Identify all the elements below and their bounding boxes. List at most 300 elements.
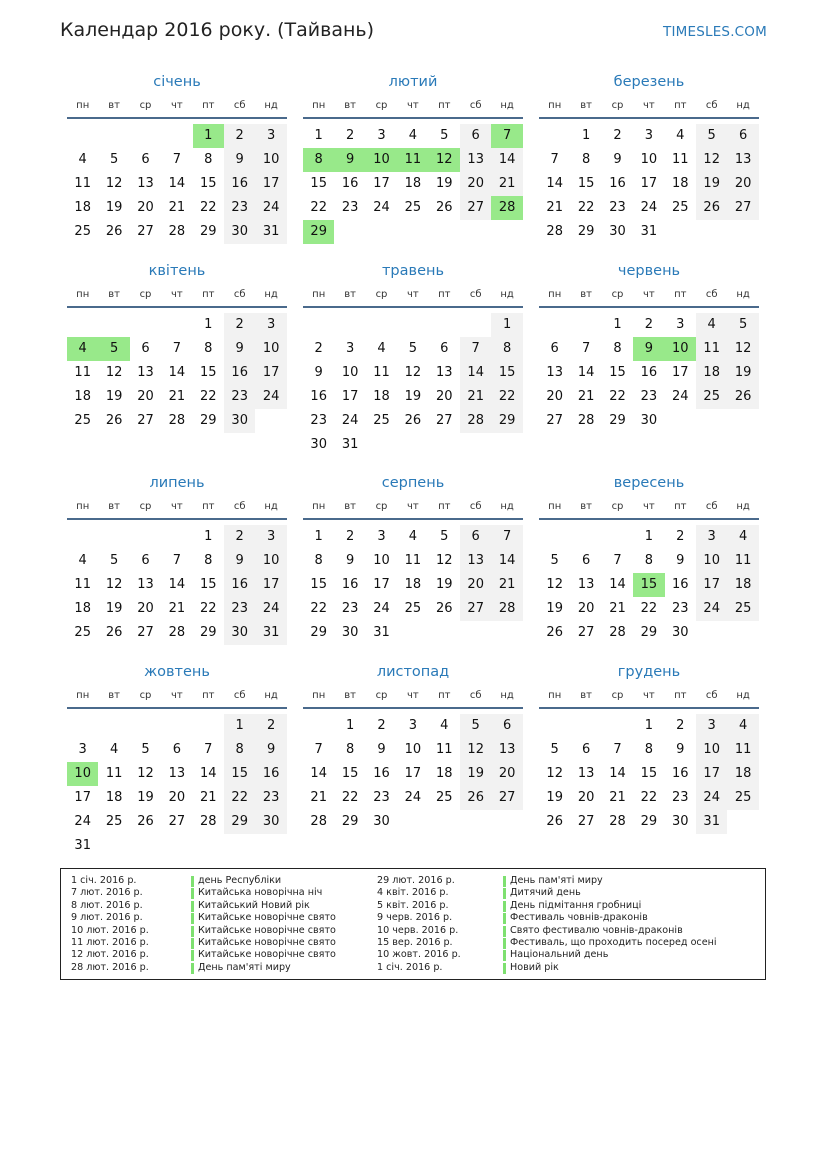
day-cell: 16 <box>640 365 658 380</box>
day-cell: 31 <box>255 621 286 645</box>
day-cell: 23 <box>672 601 689 616</box>
holiday-name: Свято фестивалю човнів-драконів <box>503 925 683 937</box>
weekday-label: чт <box>643 289 655 300</box>
holiday-date: 1 січ. 2016 р. <box>71 875 137 886</box>
weekday-label: пн <box>76 501 90 512</box>
day-cell: 13 <box>491 738 522 762</box>
day-cell: 12 <box>105 577 123 592</box>
day-cell: 6 <box>491 714 522 738</box>
day-cell: 31 <box>255 220 286 244</box>
weekday-label: вт <box>344 690 356 701</box>
day-cell: 1 <box>644 718 654 733</box>
day-cell: 6 <box>141 553 150 568</box>
day-cell: 5 <box>696 124 727 148</box>
day-cell: 25 <box>404 601 422 616</box>
day-cell: 10 <box>404 742 422 757</box>
day-cell: 1 <box>581 128 591 143</box>
day-cell: 19 <box>105 389 123 404</box>
day-cell: 16 <box>373 766 390 781</box>
day-cell: 28 <box>168 413 186 428</box>
day-cell: 7 <box>550 152 559 167</box>
day-cell: 27 <box>546 413 563 428</box>
day-cell: 3 <box>644 128 654 143</box>
day-cell: 27 <box>577 814 595 829</box>
day-cell: 13 <box>436 365 453 380</box>
holiday-day-cell: 10 <box>67 762 98 786</box>
day-cell: 5 <box>109 553 119 568</box>
day-cell: 8 <box>491 337 522 361</box>
weekday-label: нд <box>736 690 750 701</box>
day-cell: 20 <box>137 389 154 404</box>
holiday-date: 10 лют. 2016 р. <box>71 924 149 936</box>
holiday-day-cell: 28 <box>491 196 522 220</box>
day-cell: 28 <box>577 413 595 428</box>
day-cell: 15 <box>491 361 522 385</box>
day-cell: 28 <box>460 409 491 433</box>
day-cell: 5 <box>440 128 449 143</box>
day-cell: 13 <box>137 365 154 380</box>
day-cell: 19 <box>105 601 123 616</box>
weekday-label: нд <box>264 690 278 701</box>
holiday-dates-left <box>71 875 149 974</box>
day-cell: 4 <box>109 742 119 757</box>
day-cell: 7 <box>581 341 591 356</box>
day-cell: 6 <box>141 341 150 356</box>
day-cell: 7 <box>172 341 182 356</box>
day-cell: 13 <box>168 766 186 781</box>
day-cell: 2 <box>676 718 685 733</box>
month-name: липень <box>149 475 205 491</box>
day-cell: 13 <box>137 577 154 592</box>
day-cell: 13 <box>577 766 595 781</box>
day-cell: 2 <box>345 529 355 544</box>
day-cell: 12 <box>137 766 154 781</box>
holiday-date: 1 січ. 2016 р. <box>377 961 443 973</box>
weekday-label: нд <box>736 289 750 300</box>
day-cell: 23 <box>224 196 255 220</box>
weekday-label: нд <box>500 100 514 111</box>
day-cell: 25 <box>74 625 91 640</box>
holiday-date: 4 квіт. 2016 р. <box>377 887 449 899</box>
weekday-label: сб <box>233 289 246 300</box>
weekday-label: вт <box>108 501 120 512</box>
day-cell: 9 <box>255 738 286 762</box>
day-cell: 19 <box>696 172 727 196</box>
day-cell: 30 <box>640 413 658 428</box>
holiday-name: Китайське новорічне свято <box>191 912 336 924</box>
day-cell: 30 <box>672 625 689 640</box>
day-cell: 23 <box>341 601 359 616</box>
holiday-dates-right <box>377 875 461 974</box>
day-cell: 22 <box>577 200 595 215</box>
day-cell: 22 <box>310 601 327 616</box>
holiday-name: Китайське новорічне свято <box>191 925 336 937</box>
day-cell: 28 <box>200 814 217 829</box>
day-cell: 2 <box>676 529 685 544</box>
day-cell: 26 <box>546 625 563 640</box>
day-cell: 31 <box>640 224 658 239</box>
day-cell: 4 <box>727 714 758 738</box>
day-cell: 17 <box>640 176 658 191</box>
day-cell: 10 <box>696 549 727 573</box>
day-cell: 9 <box>224 337 255 361</box>
day-cell: 11 <box>105 766 123 781</box>
day-cell: 16 <box>609 176 626 191</box>
day-cell: 22 <box>491 385 522 409</box>
day-cell: 23 <box>672 790 689 805</box>
day-cell: 21 <box>491 172 522 196</box>
day-cell: 11 <box>696 337 727 361</box>
weekday-label: сб <box>705 690 718 701</box>
day-cell: 28 <box>491 597 522 621</box>
day-cell: 15 <box>310 176 327 191</box>
day-cell: 29 <box>640 814 658 829</box>
day-cell: 14 <box>609 766 626 781</box>
day-cell: 18 <box>404 577 422 592</box>
day-cell: 27 <box>436 413 453 428</box>
day-cell: 26 <box>404 413 422 428</box>
day-cell: 2 <box>613 128 622 143</box>
day-cell: 17 <box>373 577 390 592</box>
weekday-label: нд <box>736 100 750 111</box>
day-cell: 19 <box>105 200 123 215</box>
month-name: березень <box>613 74 685 90</box>
day-cell: 1 <box>644 529 654 544</box>
day-cell: 29 <box>200 413 217 428</box>
day-cell: 11 <box>74 577 91 592</box>
day-cell: 6 <box>460 124 491 148</box>
day-cell: 22 <box>609 389 626 404</box>
weekday-label: сб <box>233 690 246 701</box>
weekday-label: чт <box>171 690 183 701</box>
day-cell: 12 <box>460 738 491 762</box>
day-cell: 20 <box>460 172 491 196</box>
weekday-label: пт <box>674 501 687 512</box>
holiday-day-cell: 9 <box>334 148 365 172</box>
day-cell: 17 <box>341 389 359 404</box>
day-cell: 18 <box>696 361 727 385</box>
day-cell: 3 <box>696 714 727 738</box>
day-cell: 5 <box>550 742 559 757</box>
day-cell: 8 <box>644 742 654 757</box>
day-cell: 13 <box>137 176 154 191</box>
holiday-name: День пам'яті миру <box>503 875 603 887</box>
weekday-label: сб <box>469 100 482 111</box>
day-cell: 3 <box>676 317 685 332</box>
day-cell: 5 <box>141 742 150 757</box>
holiday-name: Дитячий день <box>503 887 581 899</box>
day-cell: 8 <box>314 553 323 568</box>
day-cell: 30 <box>609 224 626 239</box>
day-cell: 10 <box>255 337 286 361</box>
day-cell: 24 <box>696 597 727 621</box>
day-cell: 31 <box>696 810 727 834</box>
day-cell: 2 <box>255 714 286 738</box>
day-cell: 8 <box>581 152 591 167</box>
weekday-label: ср <box>375 100 388 111</box>
day-cell: 22 <box>200 389 217 404</box>
day-cell: 27 <box>460 597 491 621</box>
day-cell: 21 <box>546 200 563 215</box>
day-cell: 9 <box>314 365 323 380</box>
weekday-label: чт <box>643 100 655 111</box>
day-cell: 26 <box>436 200 453 215</box>
day-cell: 7 <box>172 553 182 568</box>
weekday-label: пт <box>674 690 687 701</box>
day-cell: 21 <box>460 385 491 409</box>
site-link[interactable]: TIMESLES.COM <box>663 24 767 40</box>
day-cell: 8 <box>224 738 255 762</box>
day-cell: 21 <box>310 790 327 805</box>
day-cell: 21 <box>200 790 217 805</box>
day-cell: 15 <box>310 577 327 592</box>
day-cell: 2 <box>644 317 654 332</box>
day-cell: 20 <box>577 790 595 805</box>
day-cell: 6 <box>727 124 758 148</box>
day-cell: 10 <box>255 148 286 172</box>
day-cell: 9 <box>676 742 685 757</box>
day-cell: 21 <box>577 389 595 404</box>
day-cell: 26 <box>727 385 758 409</box>
day-cell: 30 <box>341 625 359 640</box>
day-cell: 25 <box>727 597 758 621</box>
day-cell: 6 <box>581 553 591 568</box>
holiday-day-cell: 10 <box>665 337 696 361</box>
day-cell: 12 <box>105 176 123 191</box>
day-cell: 29 <box>609 413 626 428</box>
month-name: червень <box>617 263 681 279</box>
day-cell: 4 <box>727 525 758 549</box>
day-cell: 21 <box>491 573 522 597</box>
day-cell: 19 <box>404 389 422 404</box>
holiday-date: 29 лют. 2016 р. <box>377 875 455 886</box>
holiday-name: день Республіки <box>191 875 281 887</box>
day-cell: 2 <box>224 313 255 337</box>
day-cell: 4 <box>78 152 87 167</box>
day-cell: 6 <box>141 152 150 167</box>
day-cell: 30 <box>224 409 255 433</box>
day-cell: 25 <box>74 413 91 428</box>
weekday-label: ср <box>139 289 152 300</box>
weekday-label: ср <box>611 501 624 512</box>
holiday-day-cell: 1 <box>193 124 224 148</box>
weekday-label: сб <box>705 289 718 300</box>
day-cell: 27 <box>491 786 522 810</box>
day-cell: 4 <box>676 128 685 143</box>
holiday-date: 9 лют. 2016 р. <box>71 912 143 924</box>
day-cell: 30 <box>310 437 327 452</box>
day-cell: 1 <box>314 529 323 544</box>
weekday-rule <box>67 518 287 520</box>
day-cell: 27 <box>727 196 758 220</box>
day-cell: 8 <box>613 341 622 356</box>
day-cell: 7 <box>613 553 622 568</box>
day-cell: 20 <box>137 200 154 215</box>
day-cell: 24 <box>341 413 359 428</box>
weekday-label: ср <box>611 100 624 111</box>
weekday-rule <box>67 707 287 709</box>
day-cell: 24 <box>696 786 727 810</box>
day-cell: 20 <box>460 573 491 597</box>
day-cell: 14 <box>168 365 186 380</box>
day-cell: 28 <box>609 625 626 640</box>
day-cell: 19 <box>546 790 563 805</box>
day-cell: 14 <box>609 577 626 592</box>
day-cell: 16 <box>224 172 255 196</box>
day-cell: 24 <box>74 814 91 829</box>
day-cell: 29 <box>224 810 255 834</box>
weekday-label: чт <box>643 501 655 512</box>
month-name: жовтень <box>144 664 210 680</box>
holiday-date: 10 жовт. 2016 р. <box>377 949 461 961</box>
holiday-name: День пам'яті миру <box>191 962 291 974</box>
day-cell: 19 <box>546 601 563 616</box>
day-cell: 26 <box>696 196 727 220</box>
day-cell: 18 <box>74 601 91 616</box>
holiday-day-cell: 9 <box>633 337 664 361</box>
day-cell: 26 <box>546 814 563 829</box>
day-cell: 5 <box>440 529 449 544</box>
holiday-name: Китайська новорічна ніч <box>191 887 322 899</box>
day-cell: 22 <box>640 790 658 805</box>
day-cell: 24 <box>404 790 422 805</box>
day-cell: 29 <box>491 409 522 433</box>
day-cell: 20 <box>436 389 453 404</box>
holiday-date: 12 лют. 2016 р. <box>71 949 149 961</box>
day-cell: 12 <box>404 365 422 380</box>
month-name: січень <box>153 74 201 90</box>
day-cell: 27 <box>137 413 154 428</box>
weekday-label: вт <box>580 690 592 701</box>
weekday-label: нд <box>500 501 514 512</box>
weekday-label: пн <box>76 690 90 701</box>
day-cell: 5 <box>460 714 491 738</box>
day-cell: 20 <box>577 601 595 616</box>
holiday-name: Китайське новорічне свято <box>191 937 336 949</box>
day-cell: 13 <box>577 577 595 592</box>
weekday-label: ср <box>375 501 388 512</box>
holiday-day-cell: 12 <box>429 148 460 172</box>
weekday-label: сб <box>705 501 718 512</box>
day-cell: 14 <box>460 361 491 385</box>
day-cell: 23 <box>310 413 327 428</box>
day-cell: 2 <box>345 128 355 143</box>
day-cell: 23 <box>224 597 255 621</box>
weekday-label: чт <box>171 100 183 111</box>
weekday-label: нд <box>264 289 278 300</box>
day-cell: 1 <box>491 313 522 337</box>
day-cell: 25 <box>672 200 689 215</box>
page-title: Календар 2016 року. (Тайвань) <box>60 19 375 41</box>
day-cell: 31 <box>74 838 91 853</box>
day-cell: 23 <box>609 200 626 215</box>
holiday-name: Китайське новорічне свято <box>191 949 336 961</box>
day-cell: 24 <box>373 601 390 616</box>
day-cell: 29 <box>341 814 359 829</box>
weekday-label: пт <box>202 289 215 300</box>
day-cell: 18 <box>436 766 453 781</box>
day-cell: 11 <box>74 365 91 380</box>
day-cell: 16 <box>224 361 255 385</box>
day-cell: 8 <box>204 553 213 568</box>
day-cell: 21 <box>168 200 186 215</box>
day-cell: 28 <box>168 625 186 640</box>
day-cell: 17 <box>373 176 390 191</box>
day-cell: 23 <box>640 389 658 404</box>
weekday-rule <box>303 707 523 709</box>
day-cell: 3 <box>255 124 286 148</box>
weekday-label: пн <box>312 501 326 512</box>
weekday-label: вт <box>580 289 592 300</box>
day-cell: 25 <box>727 786 758 810</box>
weekday-label: пн <box>76 100 90 111</box>
day-cell: 3 <box>377 529 386 544</box>
weekday-label: пн <box>548 100 562 111</box>
day-cell: 22 <box>310 200 327 215</box>
day-cell: 22 <box>640 601 658 616</box>
day-cell: 2 <box>314 341 323 356</box>
day-cell: 29 <box>310 625 327 640</box>
day-cell: 18 <box>727 573 758 597</box>
weekday-label: сб <box>469 501 482 512</box>
holiday-name: Національний день <box>503 949 608 961</box>
day-cell: 26 <box>436 601 453 616</box>
day-cell: 4 <box>78 553 87 568</box>
weekday-label: вт <box>344 100 356 111</box>
day-cell: 14 <box>168 577 186 592</box>
day-cell: 27 <box>168 814 186 829</box>
holiday-date: 8 лют. 2016 р. <box>71 899 143 911</box>
weekday-label: сб <box>233 501 246 512</box>
day-cell: 3 <box>696 525 727 549</box>
weekday-label: чт <box>407 690 419 701</box>
holiday-date: 28 лют. 2016 р. <box>71 961 149 973</box>
day-cell: 14 <box>577 365 595 380</box>
day-cell: 15 <box>577 176 595 191</box>
day-cell: 6 <box>460 525 491 549</box>
day-cell: 18 <box>105 790 123 805</box>
day-cell: 29 <box>200 625 217 640</box>
holiday-name: День підмітання гробниці <box>503 900 641 912</box>
weekday-label: пт <box>202 690 215 701</box>
day-cell: 30 <box>373 814 390 829</box>
day-cell: 5 <box>408 341 418 356</box>
weekday-label: пт <box>438 100 451 111</box>
holiday-day-cell: 5 <box>98 337 129 361</box>
day-cell: 25 <box>404 200 422 215</box>
day-cell: 19 <box>460 762 491 786</box>
day-cell: 1 <box>204 529 213 544</box>
weekday-rule <box>303 117 523 119</box>
day-cell: 12 <box>727 337 758 361</box>
holiday-name: Фестиваль, що проходить посеред осені <box>503 937 717 949</box>
weekday-label: пн <box>312 289 326 300</box>
day-cell: 25 <box>105 814 123 829</box>
day-cell: 24 <box>255 385 286 409</box>
day-cell: 6 <box>440 341 449 356</box>
day-cell: 17 <box>404 766 422 781</box>
holiday-list <box>60 868 766 980</box>
weekday-label: вт <box>108 690 120 701</box>
weekday-label: пт <box>202 100 215 111</box>
weekday-label: вт <box>580 501 592 512</box>
day-cell: 10 <box>373 553 390 568</box>
day-cell: 21 <box>168 389 186 404</box>
weekday-label: чт <box>407 501 419 512</box>
day-cell: 6 <box>550 341 559 356</box>
holiday-day-cell: 29 <box>303 220 334 244</box>
day-cell: 1 <box>613 317 622 332</box>
